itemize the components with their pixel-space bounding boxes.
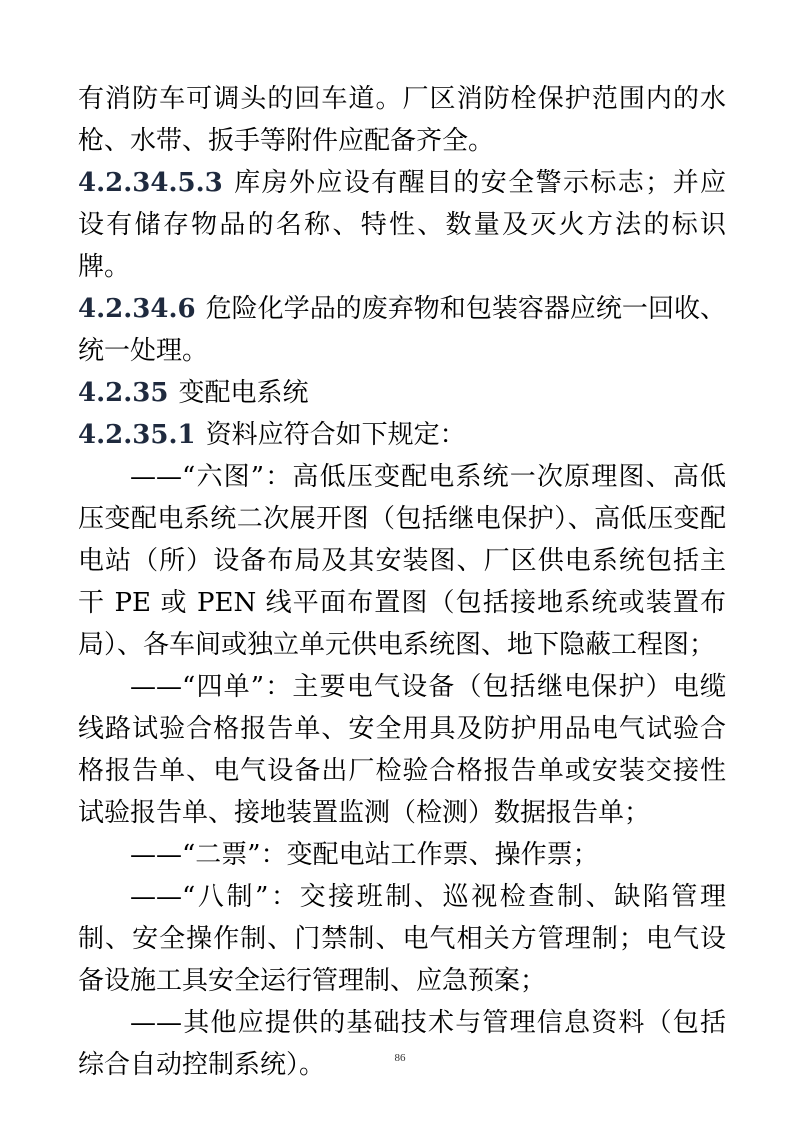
paragraph-continuation: [78, 78, 726, 162]
list-item-six-drawings: [78, 456, 726, 666]
clause-number: 4.2.34.5.3: [78, 168, 223, 198]
list-item-text: ——“二票”：变配电站工作票、操作票；: [130, 840, 599, 870]
clause-number: 4.2.34.6: [78, 294, 196, 324]
section-heading-4-2-35: [78, 372, 726, 414]
section-title: 变配电系统: [178, 378, 309, 408]
section-number: 4.2.35: [78, 378, 169, 408]
list-item-text: ——其他应提供的基础技术与管理信息资料（包括综合自动控制系统）。: [78, 1008, 726, 1080]
list-item-text: ——“六图”：高低压变配电系统一次原理图、高低压变配电系统二次展开图（包括继电保护）、高低压变配电站（所）设备布局及其安装图、厂区供电系统包括主干 PE 或 PEN 线平面布置图（包括接地系统或装置布局）、各车间或独立单元供电系统图、地下隐蔽工程图；: [78, 462, 726, 660]
clause-4-2-34-5-3: [78, 162, 726, 288]
clause-4-2-34-6: [78, 288, 726, 372]
list-item-eight-systems: [78, 876, 726, 1002]
list-item-other-materials: [78, 1002, 726, 1086]
clause-number: 4.2.35.1: [78, 420, 196, 450]
list-item-text: ——“四单”：主要电气设备（包括继电保护）电缆线路试验合格报告单、安全用具及防护用品电气试验合格报告单、电气设备出厂检验合格报告单或安装交接性试验报告单、接地装置监测（检测）数据报告单；: [78, 672, 726, 828]
list-item-text: ——“八制”：交接班制、巡视检查制、缺陷管理制、安全操作制、门禁制、电气相关方管理制；电气设备设施工具安全运行管理制、应急预案；: [78, 882, 726, 996]
clause-text: 资料应符合如下规定：: [205, 420, 466, 450]
clause-4-2-35-1: [78, 414, 726, 456]
clause-text: 危险化学品的废弃物和包装容器应统一回收、统一处理。: [78, 294, 726, 366]
page-number: 86: [394, 1052, 406, 1064]
list-item-four-reports: [78, 666, 726, 834]
document-body: [78, 78, 726, 1086]
list-item-two-tickets: [78, 834, 726, 876]
paragraph-text: 有消防车可调头的回车道。厂区消防栓保护范围内的水枪、水带、扳手等附件应配备齐全。: [78, 84, 726, 156]
clause-text: 库房外应设有醒目的安全警示标志；并应设有储存物品的名称、特性、数量及灭火方法的标识牌。: [78, 168, 726, 282]
